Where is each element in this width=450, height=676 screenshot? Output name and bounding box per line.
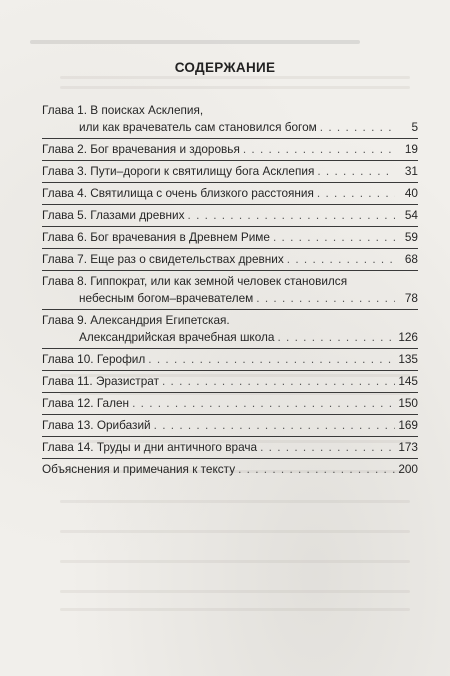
toc-entry-text: Глава 13. Орибазий [42,418,151,432]
toc-entry-text: Глава 10. Герофил [42,352,146,366]
bleed-through-line [60,86,410,89]
toc-page-number: 78 [404,291,418,305]
toc-entry-text: Глава 4. Святилища с очень близкого расстояния [42,186,314,200]
toc-entry-text: Глава 1. В поисках Асклепия, [42,103,204,117]
toc-entry-title-line [42,229,418,246]
toc-page-number: 31 [404,164,418,178]
toc-entry-text: или как врачеватель сам становился богом [79,120,317,134]
toc-entry-text: Глава 5. Глазами древних [42,208,185,222]
toc-entry [42,249,418,271]
toc-page-number: 19 [404,142,418,156]
toc-entry-title-line [42,207,418,224]
table-of-contents [42,100,418,480]
dot-leader [320,119,395,136]
toc-entry-text: Глава 11. Эразистрат [42,374,159,388]
toc-page-number: 169 [398,418,418,432]
dot-leader [188,207,395,224]
dot-leader [260,439,395,456]
toc-page-number: 59 [404,230,418,244]
toc-page-number: 135 [398,352,418,366]
dot-leader [243,141,395,158]
dot-leader [273,229,395,246]
toc-entry [42,349,418,371]
page-title: СОДЕРЖАНИЕ [174,60,276,75]
toc-entry [42,459,418,480]
toc-entry-text: Глава 9. Александрия Египетская. [42,313,230,327]
toc-entry [42,415,418,437]
toc-entry [42,183,418,205]
dot-leader [256,290,395,307]
toc-entry-title-line [42,461,418,478]
toc-entry-text: Объяснения и примечания к тексту [42,462,236,476]
dot-leader [132,395,395,412]
dot-leader [238,461,395,478]
toc-entry-text: Глава 14. Труды и дни античного врача [42,440,258,454]
dot-leader [317,163,395,180]
toc-entry-title-line [42,273,418,290]
toc-page-number: 126 [398,330,418,344]
bleed-through-line [60,500,410,503]
bleed-through-line [60,590,410,593]
toc-entry [42,393,418,415]
toc-page-number: 40 [404,186,418,200]
dot-leader [317,185,395,202]
toc-entry-title-line [42,163,418,180]
toc-entry-title-line [42,251,418,268]
dot-leader [287,251,395,268]
toc-entry-text: Глава 2. Бог врачевания и здоровья [42,142,240,156]
toc-entry-title-line [42,373,418,390]
dot-leader [148,351,395,368]
toc-entry-text: Глава 7. Еще раз о свидетельствах древних [42,252,284,266]
toc-entry-title-line [42,102,418,119]
bleed-through-line [60,608,410,611]
toc-entry [42,205,418,227]
toc-page-number: 173 [398,440,418,454]
toc-entry-continuation-line [42,290,418,307]
toc-entry-title-line [42,351,418,368]
toc-page-number: 150 [398,396,418,410]
dot-leader [277,329,395,346]
toc-entry-text: Глава 12. Гален [42,396,130,410]
toc-entry-text: Глава 8. Гиппократ, или как земной человек становился [42,274,348,288]
toc-entry-continuation-line [42,329,418,346]
bleed-through-line [60,76,410,79]
toc-entry-title-line [42,312,418,329]
toc-entry-text: Глава 3. Пути–дороги к святилищу бога Асклепия [42,164,315,178]
toc-page-number: 5 [411,120,418,134]
toc-entry [42,161,418,183]
toc-entry [42,371,418,393]
toc-page-number: 68 [404,252,418,266]
toc-entry-text: Александрийская врачебная школа [79,330,275,344]
bleed-through-header [30,40,360,44]
bleed-through-line [60,560,410,563]
toc-page-number: 54 [404,208,418,222]
toc-entry-title-line [42,439,418,456]
toc-entry [42,139,418,161]
toc-entry-title-line [42,395,418,412]
toc-entry-title-line [42,185,418,202]
toc-page-number: 145 [398,374,418,388]
dot-leader [162,373,395,390]
toc-entry [42,227,418,249]
bleed-through-line [60,530,410,533]
toc-entry [42,437,418,459]
toc-entry [42,271,418,310]
toc-entry [42,100,418,139]
dot-leader [154,417,395,434]
toc-entry [42,310,418,349]
toc-entry-title-line [42,417,418,434]
toc-entry-continuation-line [42,119,418,136]
toc-entry-text: Глава 6. Бог врачевания в Древнем Риме [42,230,270,244]
toc-page-number: 200 [398,462,418,476]
toc-entry-title-line [42,141,418,158]
toc-entry-text: небесным богом–врачевателем [79,291,254,305]
